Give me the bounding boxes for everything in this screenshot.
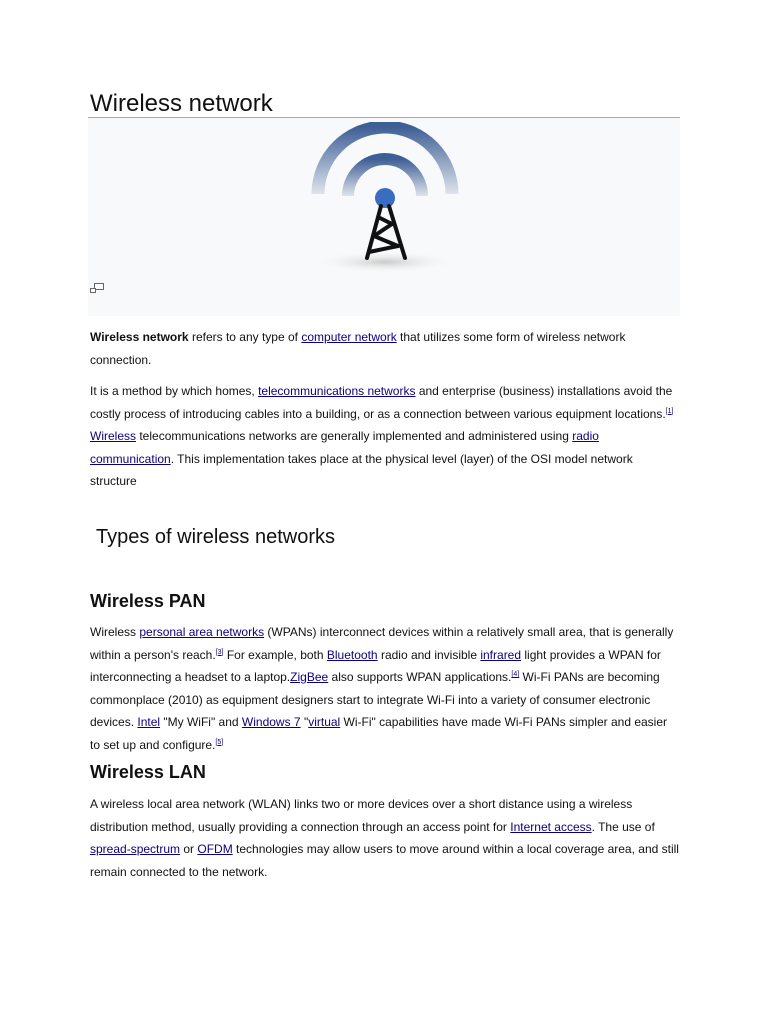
- link-virtual[interactable]: virtual: [308, 715, 341, 729]
- text: refers to any type of: [188, 330, 302, 344]
- text: Wi-Fi PANs are becoming commonplace (2010) as equipment designers start to integrate Wi-Fi into a variety of consumer electronic devices.: [90, 670, 660, 729]
- citation-5[interactable]: [5]: [215, 738, 224, 746]
- text: also supports WPAN applications.: [328, 670, 512, 684]
- link-computer-network[interactable]: computer network: [301, 330, 397, 344]
- link-infrared[interactable]: infrared: [480, 647, 522, 662]
- lan-paragraph: [90, 793, 680, 883]
- text: "My WiFi" and: [160, 715, 242, 729]
- text: Wi-Fi" capabilities have made Wi-Fi PANs simpler and easier to set up and configure.: [90, 715, 668, 752]
- text: (WPANs) interconnect devices within a relatively small area, that is generally within a person's reach.: [90, 625, 674, 662]
- section-heading-lan: Wireless LAN: [90, 762, 206, 782]
- text: For example, both: [223, 647, 327, 662]
- link-radio-communication[interactable]: radio communication: [90, 429, 599, 466]
- link-spread-spectrum[interactable]: spread-spectrum: [90, 842, 181, 856]
- text: that utilizes some form of wireless network connection.: [90, 330, 626, 367]
- magnify-clip-icon[interactable]: [90, 283, 104, 294]
- link-wireless[interactable]: Wireless: [90, 429, 137, 443]
- intro-paragraph-1: [90, 326, 680, 371]
- text: . This implementation takes place at the physical level (layer) of the OSI model network structure: [90, 451, 633, 488]
- section-heading-types: Types of wireless networks: [96, 526, 335, 548]
- citation-1[interactable]: [1]: [665, 407, 674, 415]
- citation-3[interactable]: [3]: [215, 648, 224, 656]
- link-personal-area-networks[interactable]: personal area networks: [139, 625, 265, 639]
- text: and enterprise (business) installations avoid the costly process of introducing cables into a building, or as a connection between various equipment locations.: [90, 384, 673, 421]
- link-internet-access[interactable]: Internet access: [510, 819, 592, 834]
- link-bluetooth[interactable]: Bluetooth: [326, 647, 378, 662]
- link-zigbee[interactable]: ZigBee: [290, 670, 329, 684]
- link-intel[interactable]: Intel: [137, 715, 161, 729]
- text: light provides a WPAN for interconnecting a headset to a laptop.: [90, 647, 661, 684]
- text: It is a method by which homes,: [90, 384, 259, 398]
- term-bold: Wireless network: [90, 330, 189, 344]
- page-title: Wireless network: [90, 90, 273, 117]
- link-windows-7[interactable]: Windows 7: [241, 715, 301, 729]
- intro-paragraph-2: [90, 380, 680, 493]
- radio-tower-icon[interactable]: [310, 122, 460, 272]
- text: ": [300, 715, 309, 729]
- link-telecommunications-networks[interactable]: telecommunications networks: [258, 384, 416, 398]
- section-heading-pan: Wireless PAN: [90, 591, 206, 611]
- article-figure: [88, 118, 680, 316]
- text: radio and invisible: [377, 647, 481, 662]
- text: telecommunications networks are generally implemented and administered using: [136, 429, 573, 443]
- text: or: [180, 842, 198, 856]
- link-ofdm[interactable]: OFDM: [197, 842, 233, 856]
- text: . The use of: [591, 819, 655, 834]
- pan-paragraph: [90, 621, 680, 756]
- text: Wireless: [90, 625, 140, 639]
- citation-4[interactable]: [4]: [511, 671, 520, 678]
- text: technologies may allow users to move around within a local coverage area, and still remain connected to the network.: [90, 842, 679, 879]
- text: A wireless local area network (WLAN) links two or more devices over a short distance using a wireless distribution method, usually providing a connection through an access point for: [90, 797, 633, 834]
